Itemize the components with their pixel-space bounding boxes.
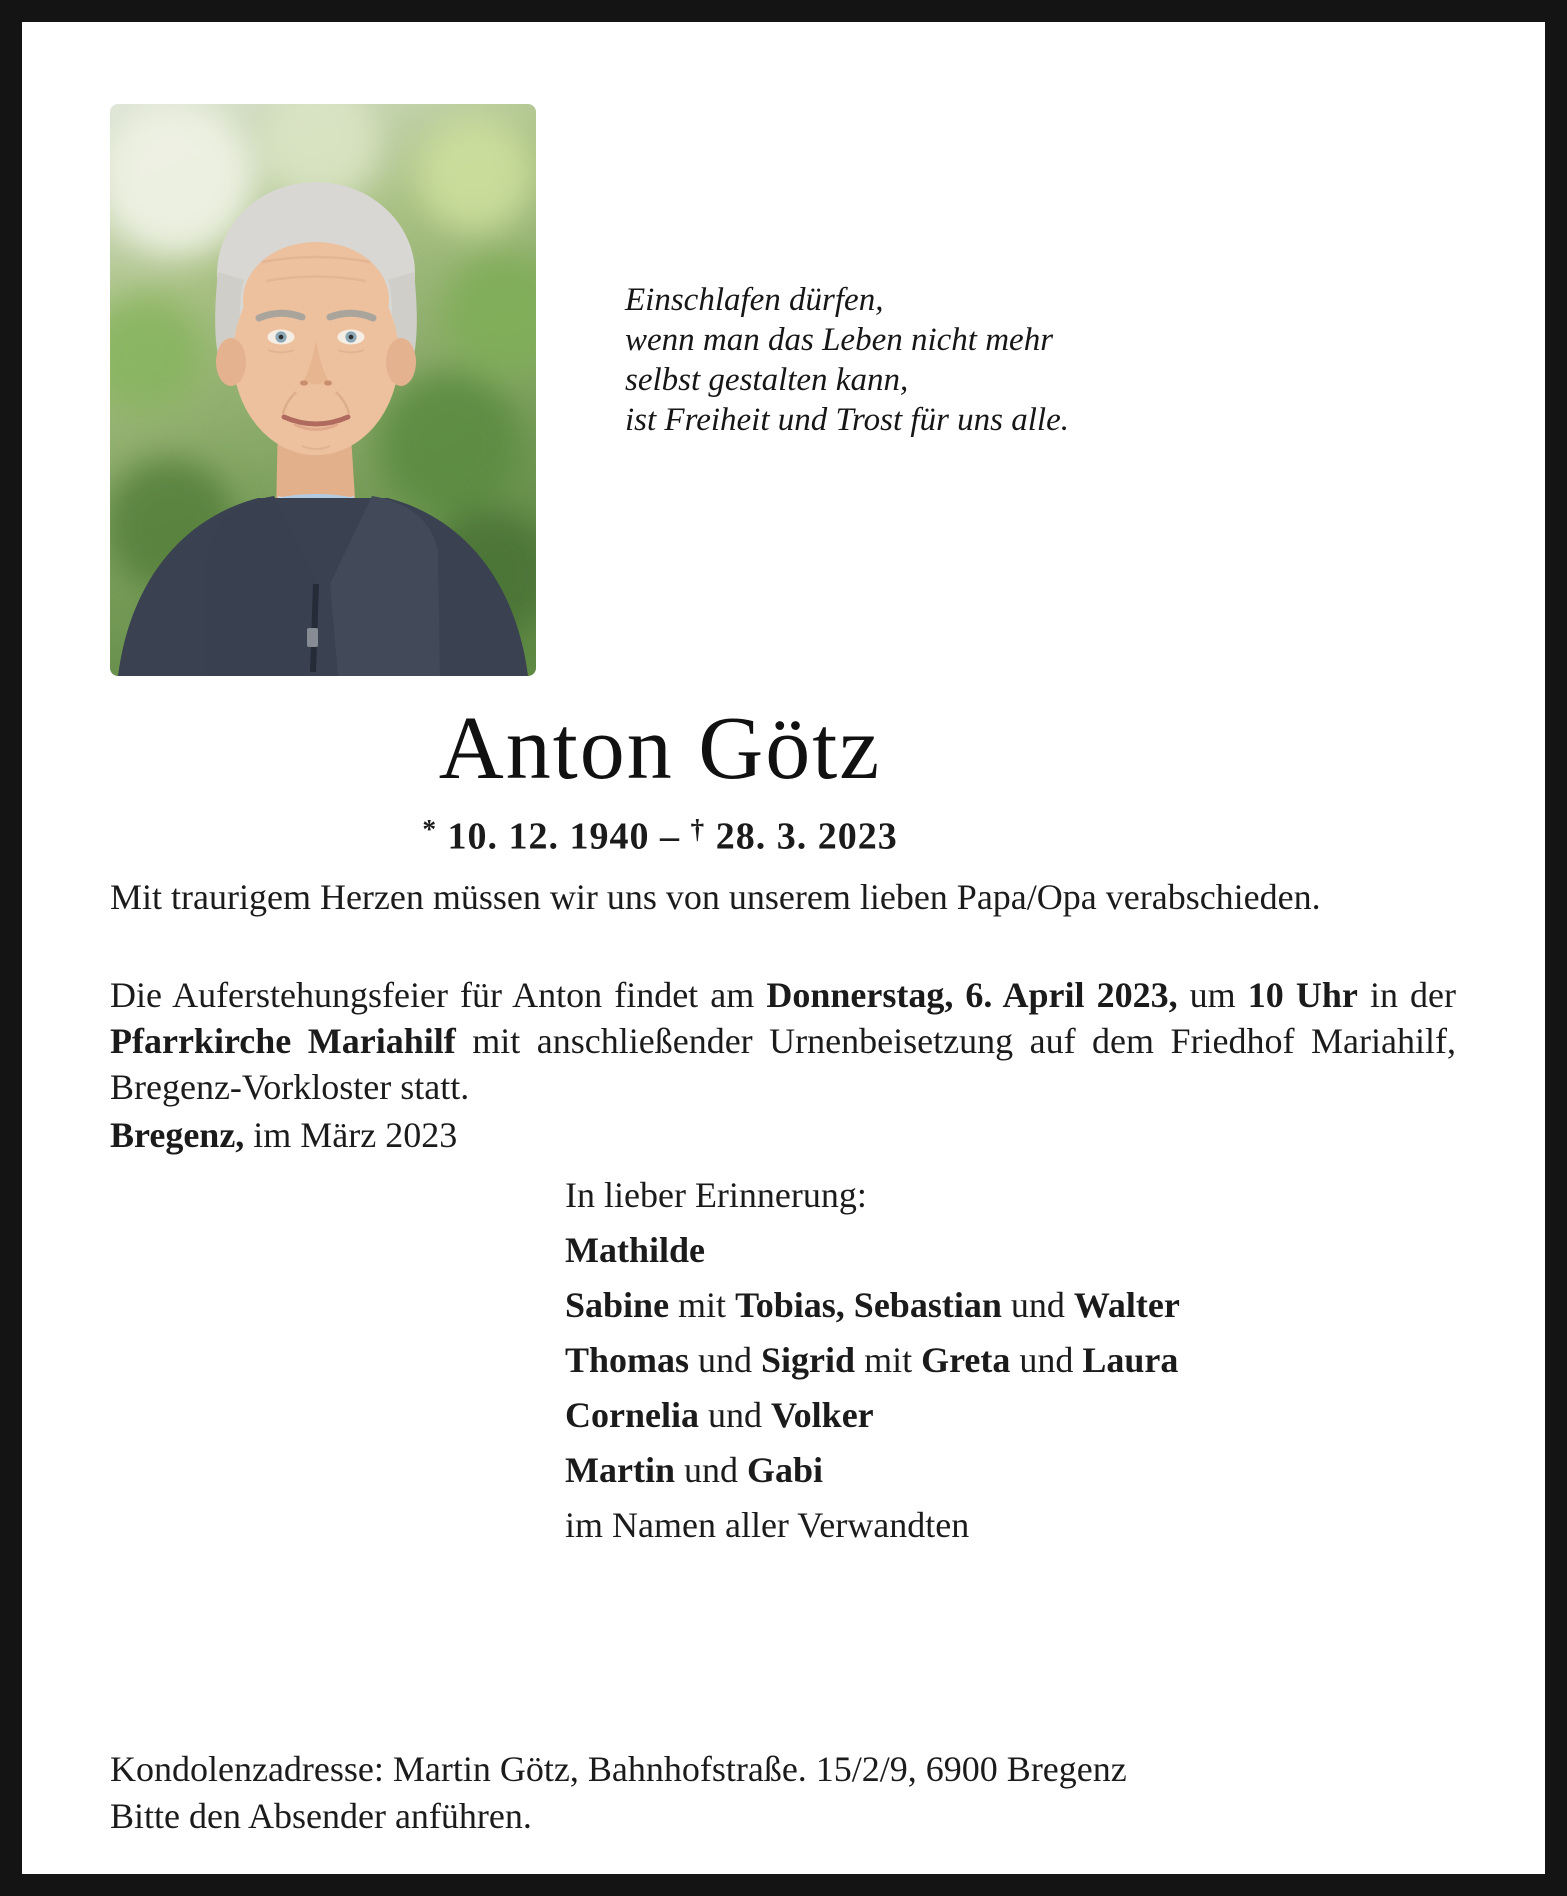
family-line: Cornelia und Volker bbox=[565, 1395, 874, 1435]
quote-line: selbst gestalten kann, bbox=[625, 362, 909, 398]
elderly-man-illustration bbox=[110, 104, 536, 676]
family-line: Mathilde bbox=[565, 1230, 705, 1270]
place-date-line: Bregenz, im März 2023 bbox=[110, 1115, 458, 1155]
condolence-block bbox=[110, 1746, 1510, 1840]
condolence-note-line: Bitte den Absender anführen. bbox=[110, 1796, 532, 1836]
portrait-photo bbox=[110, 104, 536, 676]
family-line: Sabine mit Tobias, Sebastian und Walter bbox=[565, 1285, 1180, 1325]
intro-paragraph: Mit traurigem Herzen müssen wir uns von unserem lieben Papa/Opa verabschieden. bbox=[110, 877, 1321, 917]
deceased-name: Anton Götz bbox=[438, 699, 882, 798]
condolence-address-line: Kondolenzadresse: Martin Götz, Bahnhofstraße. 15/2/9, 6900 Bregenz bbox=[110, 1749, 1127, 1789]
quote-line: wenn man das Leben nicht mehr bbox=[625, 322, 1054, 358]
remembrance-block bbox=[565, 1168, 1180, 1553]
funeral-announcement: Die Auferstehungsfeier für Anton findet am Donnerstag, 6. April 2023, um 10 Uhr in der Pfarrkirche Mariahilf mit anschließender Urnenbeisetzung auf dem Friedhof Mariahilf, Bregenz-Vorkloster statt. bbox=[110, 975, 1456, 1107]
family-line: Thomas und Sigrid mit Greta und Laura bbox=[565, 1340, 1179, 1380]
quote-line: Einschlafen dürfen, bbox=[625, 282, 884, 318]
family-line: Martin und Gabi bbox=[565, 1450, 823, 1490]
memorial-quote bbox=[625, 280, 1185, 440]
family-line: im Namen aller Verwandten bbox=[565, 1505, 970, 1545]
quote-line: ist Freiheit und Trost für uns alle. bbox=[625, 402, 1070, 438]
life-dates: * 10. 12. 1940 – † 28. 3. 2023 bbox=[422, 814, 898, 858]
head-block bbox=[110, 699, 1210, 858]
remembrance-heading: In lieber Erinnerung: bbox=[565, 1175, 867, 1215]
zipper-pull bbox=[307, 628, 318, 647]
